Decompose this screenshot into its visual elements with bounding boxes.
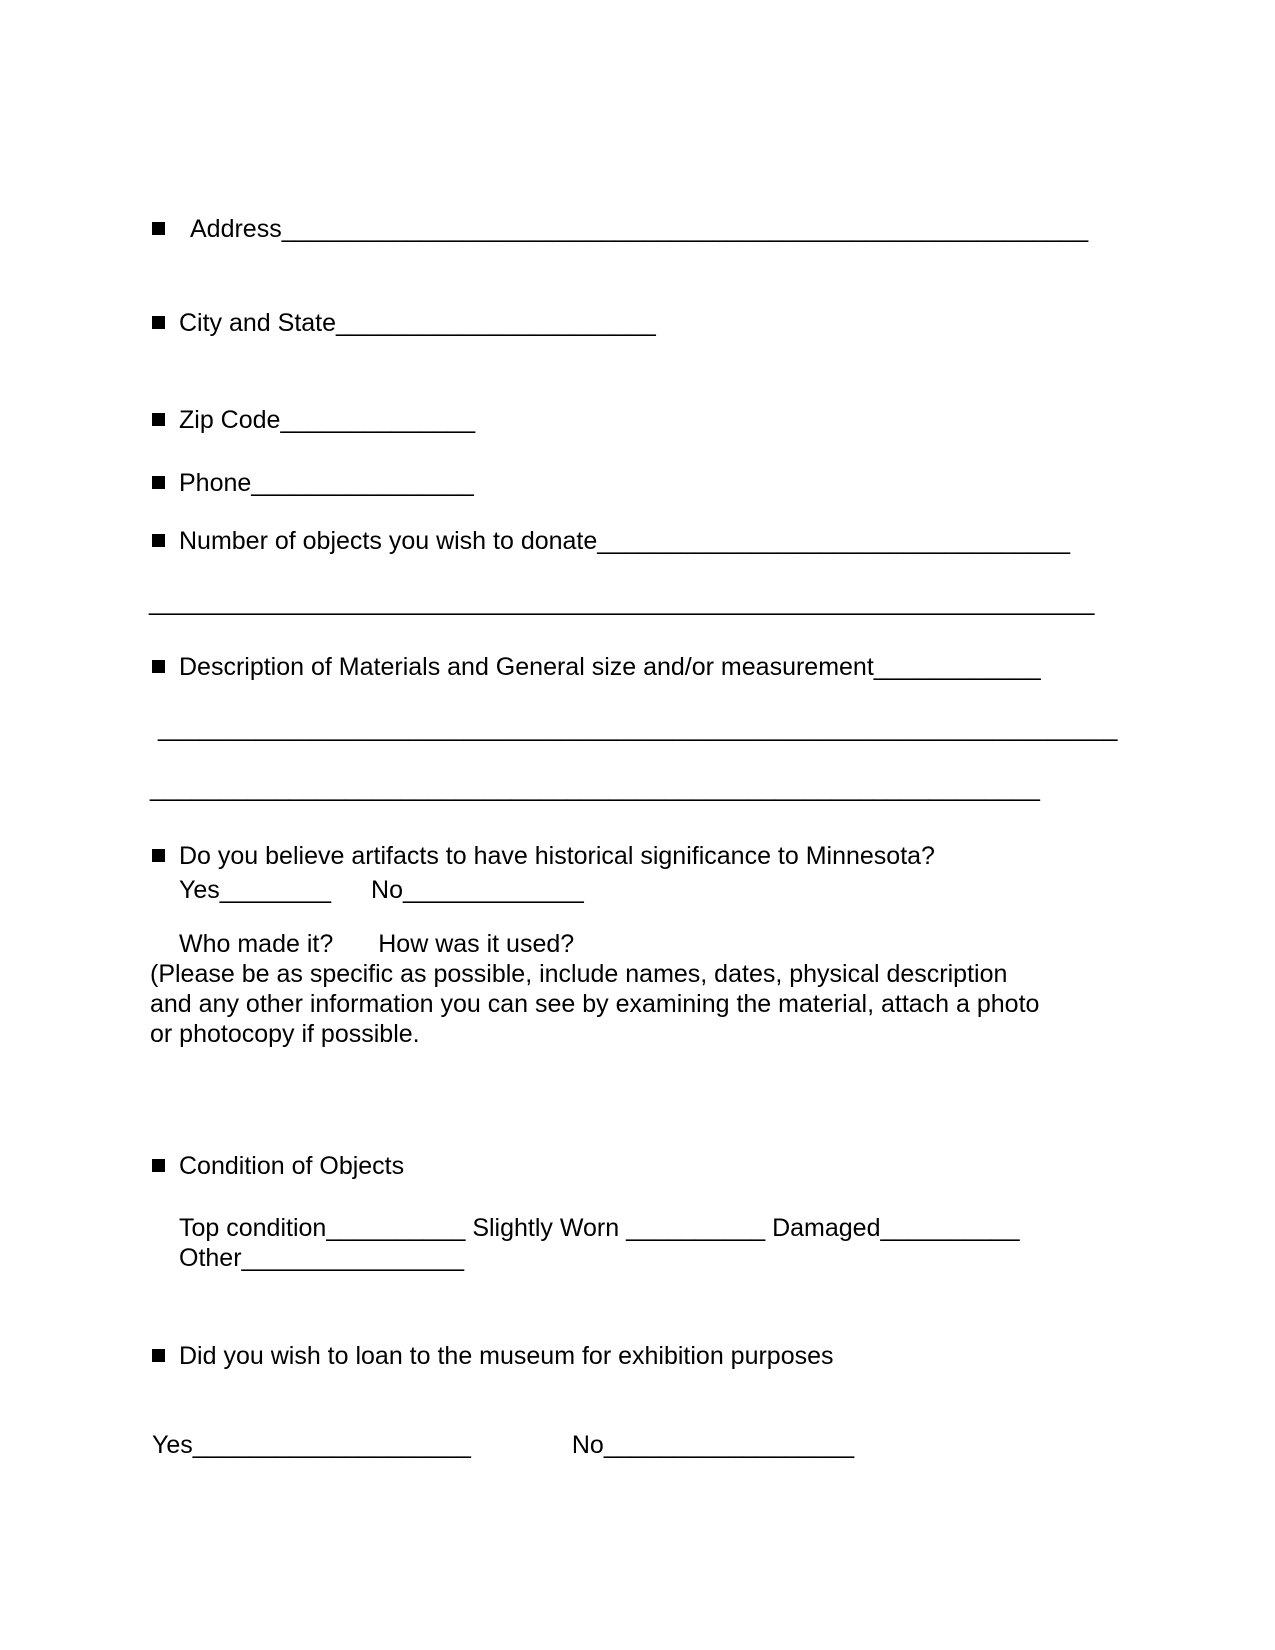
phone-label: Phone	[179, 469, 252, 497]
donate-count-continuation-line: ____________________________________________________________________	[149, 588, 1095, 616]
loan-no-label: No	[571, 1431, 604, 1459]
description-label: Description of Materials and General size and/or measurement	[179, 653, 874, 681]
description-continuation-line-1: _____________________________________________________________________	[158, 714, 1118, 742]
condition-header-row	[152, 1151, 404, 1181]
top-condition-blank: __________	[326, 1214, 466, 1242]
square-bullet-icon	[152, 476, 165, 489]
square-bullet-icon	[152, 1349, 165, 1362]
description-continuation-line-2: ________________________________________________________________	[150, 774, 1040, 802]
condition-label: Condition of Objects	[179, 1152, 405, 1180]
how-was-it-used-question: How was it used?	[378, 930, 575, 958]
zip-code-row	[152, 405, 475, 435]
zip-code-blank-line: ______________	[280, 406, 476, 434]
donate-count-row	[152, 526, 1070, 556]
city-state-row	[152, 308, 656, 338]
square-bullet-icon	[152, 316, 165, 329]
usage-questions-row	[179, 929, 574, 959]
condition-options-row	[179, 1213, 1020, 1243]
description-continuation-row-1	[158, 713, 1117, 743]
significance-question-row	[152, 841, 935, 871]
loan-question: Did you wish to loan to the museum for exhibition purposes	[179, 1342, 834, 1370]
address-label: Address	[190, 215, 282, 243]
loan-no-blank: __________________	[603, 1431, 855, 1459]
square-bullet-icon	[152, 660, 165, 673]
who-made-it-question: Who made it?	[179, 930, 334, 958]
damaged-blank: __________	[880, 1214, 1020, 1242]
significance-no-label: No	[371, 876, 403, 904]
zip-code-label: Zip Code	[179, 406, 281, 434]
phone-row	[152, 468, 474, 498]
top-condition-label: Top condition	[179, 1214, 327, 1242]
other-label: Other	[179, 1244, 242, 1272]
condition-other-row	[179, 1243, 464, 1273]
usage-note-line-2	[150, 989, 1039, 1019]
address-row	[152, 214, 1088, 244]
city-state-blank-line: _______________________	[336, 309, 656, 337]
address-blank-line: __________________________________________________________	[281, 215, 1089, 243]
description-row	[152, 652, 1041, 682]
loan-yes-blank: ____________________	[192, 1431, 471, 1459]
square-bullet-icon	[152, 222, 165, 235]
usage-note-line-3	[150, 1019, 420, 1049]
square-bullet-icon	[152, 1159, 165, 1172]
slightly-worn-blank: __________	[626, 1214, 766, 1242]
significance-yes-blank: ________	[219, 876, 332, 904]
loan-question-row	[152, 1341, 834, 1371]
square-bullet-icon	[152, 534, 165, 547]
loan-yes-label: Yes	[152, 1431, 193, 1459]
square-bullet-icon	[152, 413, 165, 426]
description-blank-line: ____________	[873, 653, 1041, 681]
usage-note-text-1: (Please be as specific as possible, include names, dates, physical description	[150, 960, 1008, 988]
usage-note-text-3: or photocopy if possible.	[150, 1020, 420, 1048]
usage-note-line-1	[150, 959, 1007, 989]
significance-question: Do you believe artifacts to have historical significance to Minnesota?	[179, 842, 935, 870]
city-state-label: City and State	[179, 309, 337, 337]
loan-answer-row	[152, 1430, 854, 1460]
significance-answer-row	[179, 875, 584, 905]
slightly-worn-label: Slightly Worn	[472, 1214, 627, 1242]
donate-count-label: Number of objects you wish to donate	[179, 527, 598, 555]
donate-count-continuation-row	[149, 587, 1094, 617]
damaged-label: Damaged	[772, 1214, 881, 1242]
other-blank: ________________	[241, 1244, 464, 1272]
significance-yes-label: Yes	[179, 876, 220, 904]
significance-no-blank: _____________	[403, 876, 584, 904]
description-continuation-row-2	[150, 773, 1040, 803]
usage-note-text-2: and any other information you can see by examining the material, attach a photo	[150, 990, 1040, 1018]
square-bullet-icon	[152, 849, 165, 862]
donate-count-blank-line: __________________________________	[597, 527, 1071, 555]
phone-blank-line: ________________	[251, 469, 474, 497]
